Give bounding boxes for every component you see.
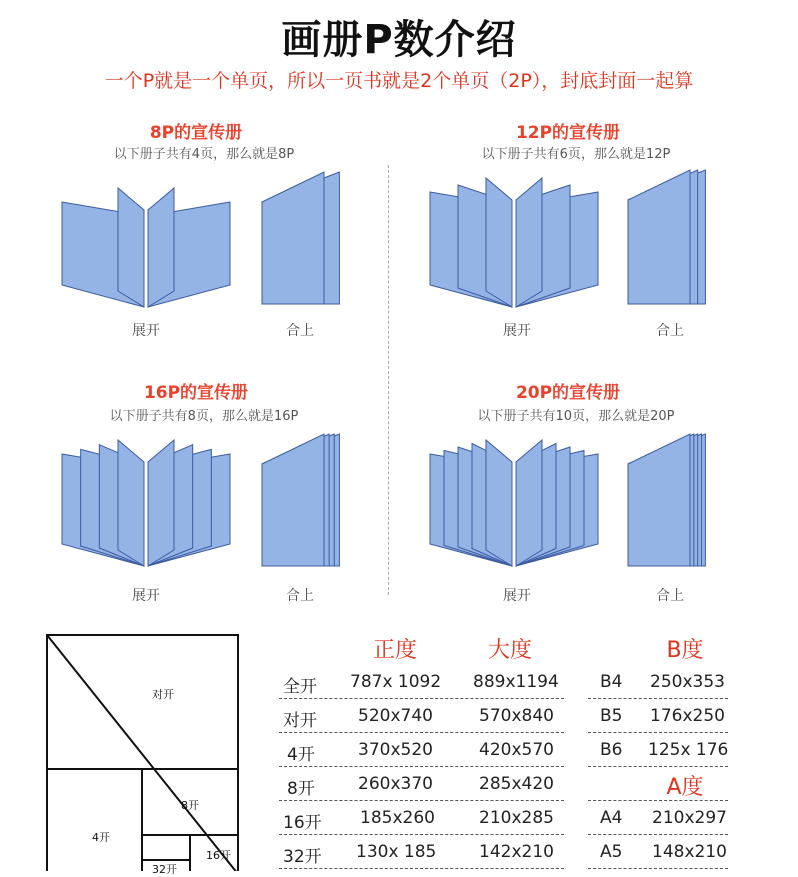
- row-name: 8开: [287, 779, 315, 799]
- open-book-8p: [56, 180, 236, 315]
- book-page: [148, 440, 174, 566]
- caption-closed-16p: 合上: [286, 588, 314, 604]
- header-zhengdu: 正度: [372, 638, 417, 663]
- caption-open-12p: 展开: [503, 323, 531, 339]
- quadrant-title-8p: 8P的宣传册: [149, 123, 243, 143]
- book-page: [148, 188, 174, 307]
- row-da: 889x1194: [473, 672, 559, 692]
- row-zheng: 370x520: [358, 740, 433, 760]
- row-da: 420x570: [479, 740, 554, 760]
- quadrant-title-12p: 12P的宣传册: [515, 123, 621, 143]
- book-page: [118, 188, 144, 307]
- row-divider: [279, 834, 564, 835]
- caption-closed-20p: 合上: [656, 588, 684, 604]
- caption-open-16p: 展开: [132, 588, 160, 604]
- row-divider: [279, 766, 564, 767]
- closed-book-12p: [626, 166, 726, 308]
- book-page: [628, 170, 690, 304]
- row-divider: [588, 800, 728, 801]
- row-name: 全开: [283, 677, 317, 697]
- book-page: [516, 178, 542, 307]
- open-book-12p: [424, 170, 604, 315]
- row-zheng: 185x260: [360, 808, 435, 828]
- book-page: [486, 178, 512, 307]
- page-subtitle: 一个P就是一个单页，所以一页书就是2个单页（2P），封底封面一起算: [104, 70, 694, 92]
- label-duikai: 对开: [152, 688, 174, 701]
- row-divider: [588, 698, 728, 699]
- book-page: [516, 440, 542, 566]
- caption-closed-8p: 合上: [286, 323, 314, 339]
- book-page: [118, 440, 144, 566]
- b-row-name: B4: [600, 672, 623, 692]
- b-row-name: B6: [600, 740, 623, 760]
- caption-open-20p: 展开: [503, 588, 531, 604]
- a-row-size: 210x297: [652, 808, 727, 828]
- book-page: [262, 172, 324, 304]
- row-name: 4开: [287, 745, 315, 765]
- b-row-size: 125x 176: [648, 740, 729, 760]
- row-divider: [279, 868, 564, 869]
- row-zheng: 787x 1092: [350, 672, 442, 692]
- label-16kai: 16开: [206, 849, 231, 862]
- row-divider: [279, 800, 564, 801]
- b-row-name: B5: [600, 706, 623, 726]
- quadrant-desc-16p: 以下册子共有8页，那么就是16P: [109, 409, 299, 424]
- header-bdu: B度: [666, 638, 704, 663]
- quadrant-desc-12p: 以下册子共有6页，那么就是12P: [481, 147, 671, 162]
- a-row-name: A4: [600, 808, 623, 828]
- closed-book-20p: [626, 430, 726, 570]
- row-da: 285x420: [479, 774, 554, 794]
- row-divider: [588, 868, 728, 869]
- row-zheng: 130x 185: [356, 842, 437, 862]
- quadrant-title-16p: 16P的宣传册: [143, 383, 249, 403]
- row-zheng: 260x370: [358, 774, 433, 794]
- row-name: 16开: [283, 813, 322, 833]
- row-divider: [588, 834, 728, 835]
- vertical-divider: [388, 165, 389, 595]
- a-row-size: 148x210: [652, 842, 727, 862]
- closed-book-8p: [260, 168, 360, 308]
- open-book-20p: [424, 432, 604, 574]
- closed-book-16p: [260, 430, 360, 570]
- header-dadu: 大度: [487, 638, 532, 663]
- label-32kai: 32开: [152, 863, 177, 876]
- book-page: [628, 434, 690, 566]
- b-row-size: 176x250: [650, 706, 725, 726]
- page-title: 画册P数介绍: [281, 17, 517, 63]
- b-row-size: 250x353: [650, 672, 725, 692]
- caption-closed-12p: 合上: [656, 323, 684, 339]
- a-row-name: A5: [600, 842, 623, 862]
- label-4kai: 4开: [92, 831, 110, 844]
- row-da: 142x210: [479, 842, 554, 862]
- row-zheng: 520x740: [358, 706, 433, 726]
- header-adu: A度: [666, 775, 704, 800]
- caption-open-8p: 展开: [132, 323, 160, 339]
- book-page: [262, 434, 324, 566]
- row-name: 32开: [283, 847, 322, 867]
- paper-division-diagram: [46, 634, 240, 871]
- row-divider: [279, 732, 564, 733]
- quadrant-title-20p: 20P的宣传册: [515, 383, 621, 403]
- book-page: [486, 440, 512, 566]
- row-divider: [588, 766, 728, 767]
- open-book-16p: [56, 432, 236, 574]
- row-da: 570x840: [479, 706, 554, 726]
- row-divider: [279, 698, 564, 699]
- quadrant-desc-8p: 以下册子共有4页，那么就是8P: [113, 147, 295, 162]
- label-8kai: 8开: [181, 799, 199, 812]
- row-da: 210x285: [479, 808, 554, 828]
- row-divider: [588, 732, 728, 733]
- row-name: 对开: [283, 711, 317, 731]
- quadrant-desc-20p: 以下册子共有10页，那么就是20P: [477, 409, 675, 424]
